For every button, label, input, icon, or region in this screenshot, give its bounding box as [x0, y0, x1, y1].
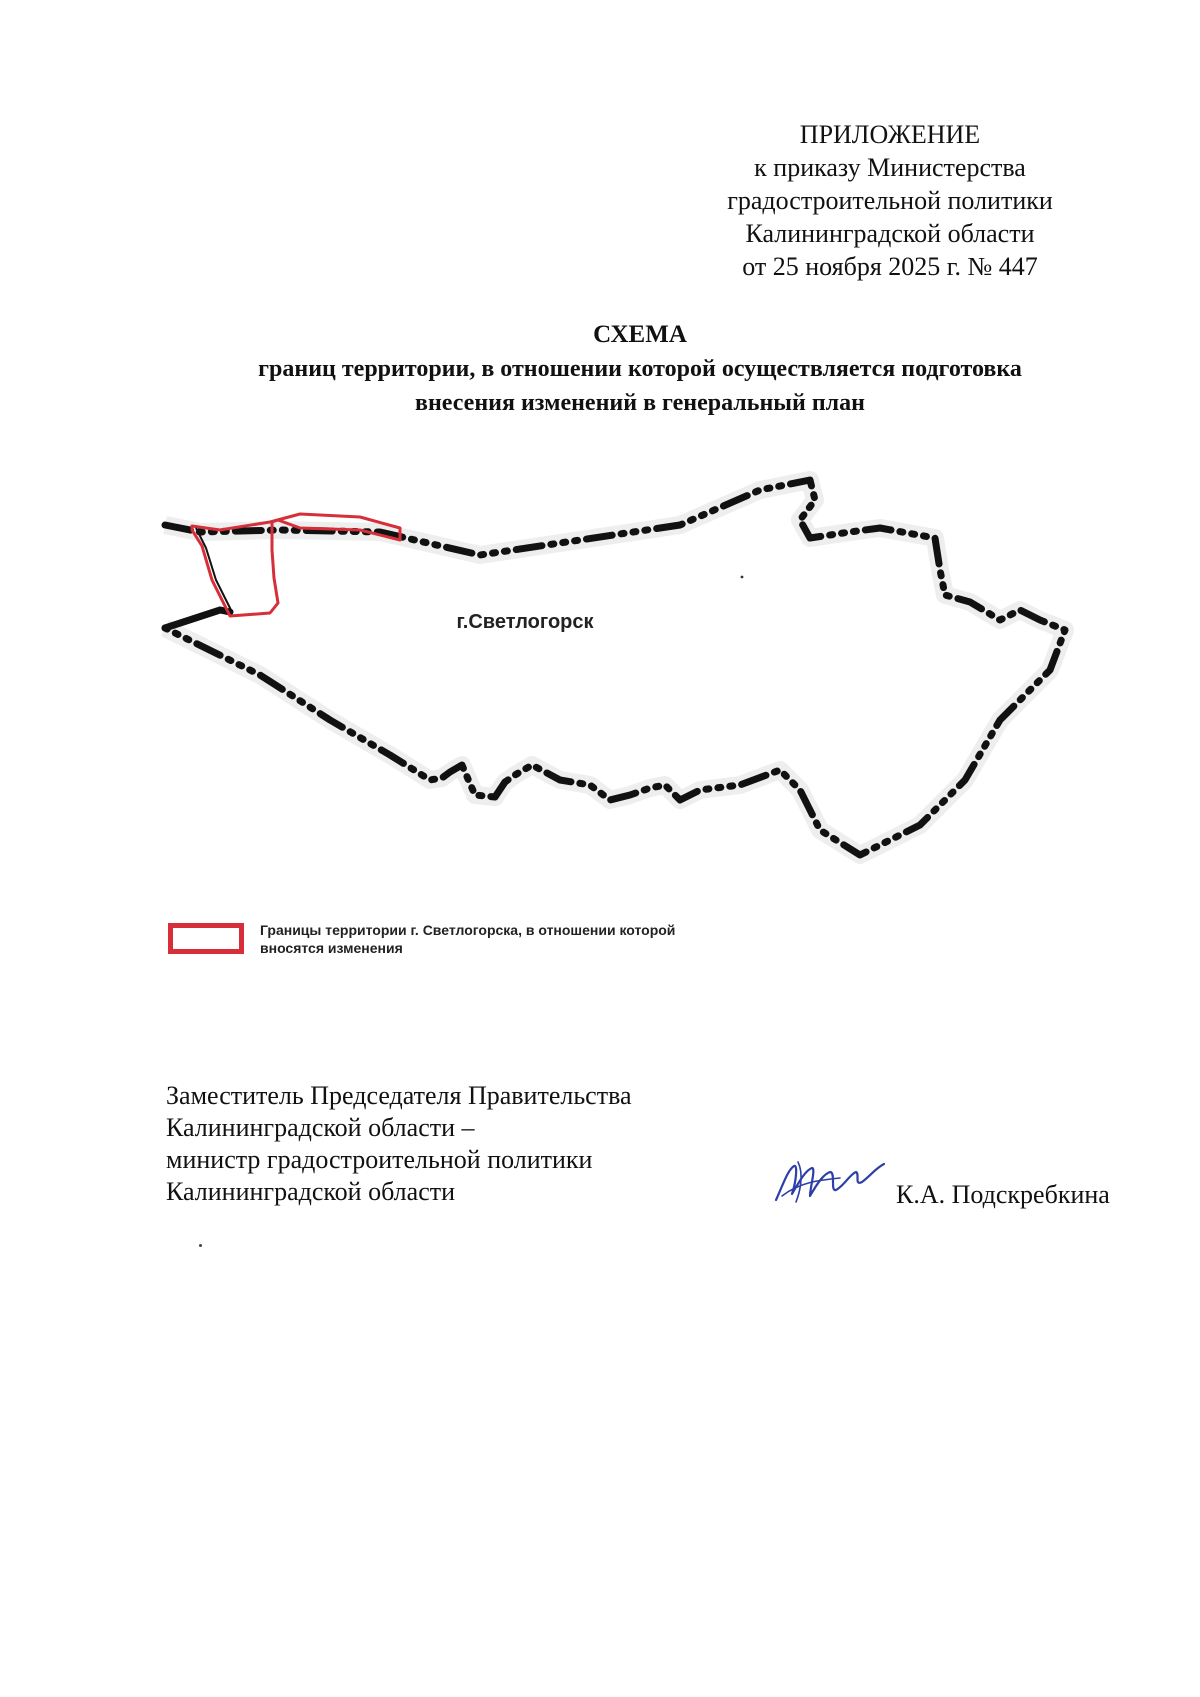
handwritten-signature	[770, 1152, 890, 1212]
city-label: г.Светлогорск	[456, 611, 594, 633]
appendix-date-line: от 25 ноября 2025 г. № 447	[742, 252, 1038, 281]
signatory-name: К.А. Подскребкина	[896, 1180, 1110, 1209]
signatory-line: министр градостроительной политики	[166, 1145, 593, 1174]
signatory-line: Калининградской области –	[166, 1113, 475, 1142]
city-boundary-inner-spur	[165, 610, 230, 628]
appendix-line: градостроительной политики	[727, 186, 1053, 215]
boundary-map	[160, 470, 1140, 900]
scan-speck	[199, 1244, 202, 1247]
title-main: СХЕМА	[593, 321, 687, 348]
signatory-line: Калининградской области	[166, 1177, 456, 1206]
title-line-1: границ территории, в отношении которой осуществляется подготовка	[258, 356, 1022, 382]
appendix-header	[700, 118, 1080, 283]
map-dot	[741, 576, 744, 579]
legend-text: Границы территории г. Светлогорска, в отношении которой вносятся изменения	[260, 922, 676, 956]
title-line-2: внесения изменений в генеральный план	[415, 390, 865, 416]
signatory-position	[166, 1080, 726, 1208]
legend-swatch	[168, 923, 244, 954]
signatory-line: Заместитель Председателя Правительства	[166, 1081, 632, 1110]
appendix-line: Калининградской области	[745, 219, 1035, 248]
appendix-title: ПРИЛОЖЕНИЕ	[799, 120, 981, 149]
document-title	[100, 318, 1180, 420]
appendix-line: к приказу Министерства	[754, 153, 1026, 182]
